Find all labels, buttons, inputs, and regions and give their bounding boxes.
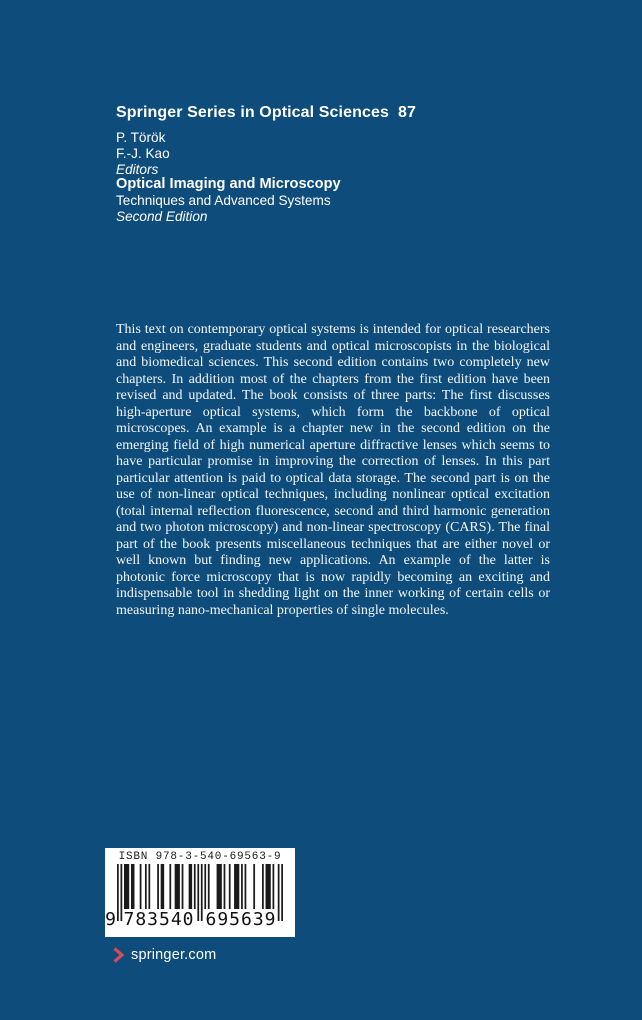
editor-name: F.-J. Kao xyxy=(116,145,170,161)
isbn-label: ISBN 978-3-540-69563-9 xyxy=(118,851,282,863)
springer-url: springer.com xyxy=(131,947,217,963)
series-title-text: Springer Series in Optical Sciences xyxy=(116,104,389,121)
editor-name: P. Török xyxy=(116,130,166,145)
ean-digit-first: 9 xyxy=(105,909,116,930)
book-subtitle: Techniques and Advanced Systems xyxy=(116,193,331,209)
series-title xyxy=(116,104,416,122)
editors-label: Editors xyxy=(116,161,159,177)
ean-digit-right-group: 695639 xyxy=(205,909,277,930)
ean-barcode xyxy=(105,864,283,934)
springer-footer xyxy=(112,947,216,963)
ean-digit-left-group: 783540 xyxy=(123,909,195,930)
chevron-right-icon xyxy=(112,947,124,963)
book-title: Optical Imaging and Microscopy xyxy=(116,176,341,193)
title-block xyxy=(116,130,341,225)
isbn-barcode-box xyxy=(105,848,295,937)
blurb-text: This text on contemporary optical systems is intended for optical researchers and engineers, graduate students and optical microscopists in the biological and biomedical sciences. This second edition contains two completely new chapters. In addition most of the chapters from the first edition have been revised and updated. The book consists of three parts: The first discusses high-aperture optical systems, which form the backbone of optical microscopes. An example is a chapter new in the second edition on the emerging field of high numerical aperture diffractive lenses which seems to have particular promise in improving the correction of lenses. In this part particular attention is paid to optical data storage. The second part is on the use of non-linear optical techniques, including nonlinear optical excitation (total internal reflection fluorescence, second and third harmonic generation and two photon microscopy) and non-linear spectroscopy (CARS). The final part of the book presents miscellaneous techniques that are either novel or well known but finding new applications. An example of the latter is photonic force microscopy that is now rapidly becoming an exciting and indispensable tool in shedding light on the inner working of certain cells or measuring nano-mechanical properties of single molecules. xyxy=(116,322,550,618)
edition-label: Second Edition xyxy=(116,208,208,224)
series-number: 87 xyxy=(397,104,416,121)
